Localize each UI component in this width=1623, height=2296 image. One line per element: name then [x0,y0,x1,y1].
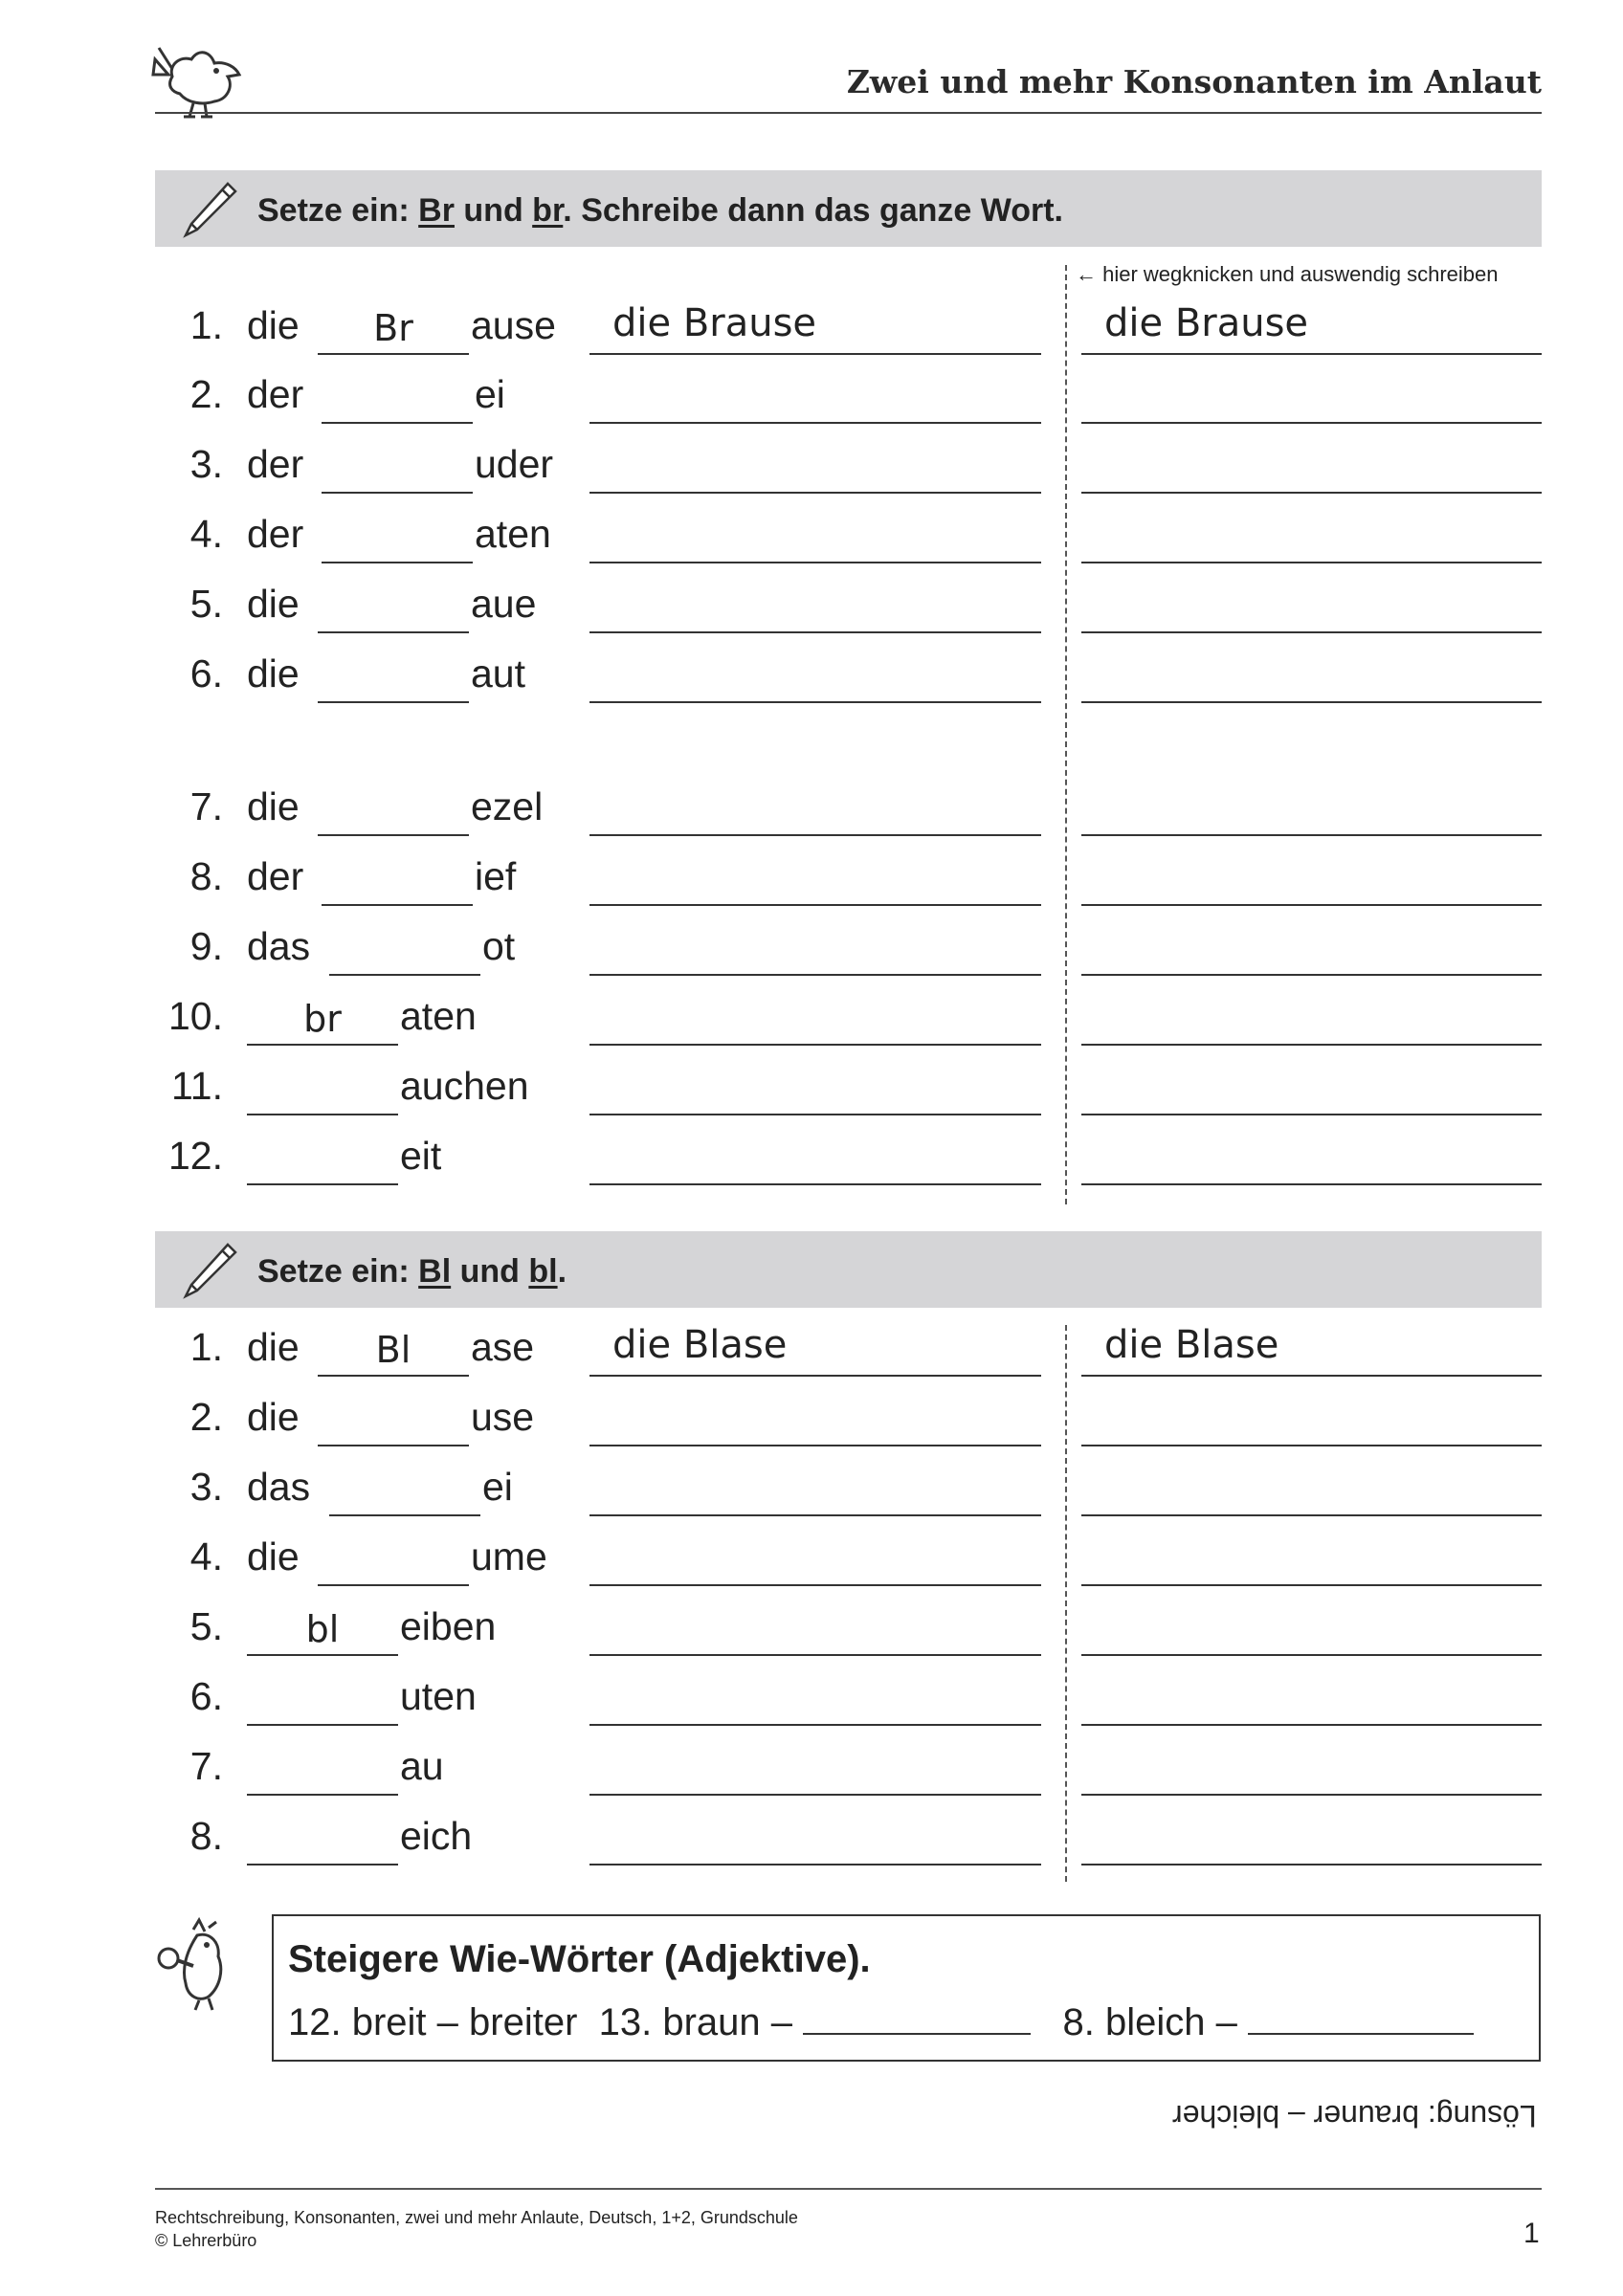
article: die [247,784,300,828]
write-word-line[interactable] [589,1674,1041,1726]
word-ending: eiben [400,1604,497,1648]
exercise-row [0,1064,1623,1121]
word-ending: ei [475,372,505,416]
article: der [247,372,304,416]
row-number: 1. [189,303,223,347]
bonus-title: Steigere Wie-Wörter (Adjektive). [288,1938,871,1980]
footer-description: Rechtschreibung, Konsonanten, zwei und mehr Anlaute, Deutsch, 1+2, Grundschule [155,2208,798,2227]
word-ending: au [400,1744,444,1788]
word-ending: uder [475,442,554,486]
fill-in-blank[interactable] [247,994,398,1046]
exercise-row [0,924,1623,982]
article: die [247,303,300,347]
row-number: 9. [189,924,223,968]
memory-write-line[interactable] [1081,1674,1542,1726]
solution-text: Lösung: brauner – bleicher [1172,2099,1537,2133]
write-word-line[interactable] [589,1064,1041,1115]
word-ending: aut [471,651,525,695]
write-word-line[interactable] [589,1325,1041,1377]
write-word-line[interactable] [589,994,1041,1046]
exercise-row [0,1325,1623,1382]
row-number: 3. [189,442,223,486]
row-number: 8. [189,854,223,898]
exercise-row [0,1674,1623,1732]
fill-in-blank[interactable] [318,1395,469,1446]
memory-write-line[interactable] [1081,854,1542,906]
word-ending: ei [482,1465,513,1509]
exercise-row [0,1465,1623,1522]
row-number: 4. [189,512,223,556]
exercise-row [0,994,1623,1051]
written-word: die Brause [612,301,817,345]
exercise-row [0,303,1623,361]
row-number: 5. [189,582,223,626]
fill-in-blank[interactable] [247,1814,398,1866]
instruction-bar-2 [155,1231,1542,1308]
write-word-line[interactable] [589,1465,1041,1516]
article: die [247,1325,300,1369]
row-number: 10. [168,994,223,1038]
memory-write-line[interactable] [1081,1395,1542,1446]
write-word-line[interactable] [589,924,1041,976]
fill-in-blank[interactable] [322,442,473,494]
header-divider [155,112,1542,114]
memory-write-line[interactable] [1081,1814,1542,1866]
article: die [247,582,300,626]
fill-in-blank[interactable] [318,582,469,633]
row-number: 2. [189,372,223,416]
word-ending: use [471,1395,535,1439]
write-word-line[interactable] [589,372,1041,424]
article: das [247,1465,311,1509]
write-word-line[interactable] [589,1604,1041,1656]
footer-copyright: © Lehrerbüro [155,2231,257,2250]
row-number: 7. [189,784,223,828]
memory-write-line[interactable] [1081,372,1542,424]
fill-in-blank[interactable] [247,1604,398,1656]
memory-write-line[interactable] [1081,442,1542,494]
exercise-row [0,582,1623,639]
memory-write-line[interactable] [1081,1744,1542,1796]
fill-in-blank[interactable] [247,1674,398,1726]
exercise-row [0,1604,1623,1662]
memory-write-line[interactable] [1081,1325,1542,1377]
fill-in-blank[interactable] [322,512,473,563]
written-word: die Blase [612,1323,788,1367]
memory-write-line[interactable] [1081,512,1542,563]
write-word-line[interactable] [589,1744,1041,1796]
exercise-row [0,512,1623,569]
bonus-item-3: 8. bleich – [1062,2001,1237,2043]
article: der [247,854,304,898]
bird-with-magnifier-icon [151,1916,247,2012]
fill-in-blank[interactable] [247,1064,398,1115]
fill-in-blank[interactable] [329,1465,480,1516]
written-word: die Brause [1104,301,1309,345]
memory-write-line[interactable] [1081,1534,1542,1586]
fill-in-blank[interactable] [318,651,469,703]
word-ending: eit [400,1134,442,1178]
article: die [247,1395,300,1439]
word-ending: auchen [400,1064,529,1108]
memory-write-line[interactable] [1081,1064,1542,1115]
row-number: 1. [189,1325,223,1369]
word-ending: uten [400,1674,477,1718]
row-number: 6. [189,1674,223,1718]
row-number: 12. [168,1134,223,1178]
write-word-line[interactable] [589,854,1041,906]
write-word-line[interactable] [589,303,1041,355]
write-word-line[interactable] [589,1395,1041,1446]
memory-write-line[interactable] [1081,784,1542,836]
memory-write-line[interactable] [1081,924,1542,976]
instruction-bar-1 [155,170,1542,247]
article: das [247,924,311,968]
exercise-row [0,1814,1623,1871]
memory-write-line[interactable] [1081,994,1542,1046]
memory-write-line[interactable] [1081,651,1542,703]
fill-in-blank[interactable] [318,303,469,355]
write-word-line[interactable] [589,1534,1041,1586]
fill-in-blank[interactable] [247,1134,398,1185]
instruction-text-2: Setze ein: Bl und bl. [257,1253,567,1290]
word-ending: aten [475,512,551,556]
exercise-row [0,651,1623,709]
page-title: Zwei und mehr Konsonanten im Anlaut [846,63,1542,100]
row-number: 4. [189,1534,223,1578]
article: die [247,651,300,695]
row-number: 6. [189,651,223,695]
article: der [247,442,304,486]
word-ending: ot [482,924,516,968]
fill-in-blank[interactable] [318,1325,469,1377]
word-ending: aue [471,582,537,626]
row-number: 7. [189,1744,223,1788]
write-word-line[interactable] [589,1134,1041,1185]
fold-note: ← hier wegknicken und auswendig schreiben [1076,262,1499,286]
memory-write-line[interactable] [1081,1465,1542,1516]
footer-divider [155,2188,1542,2190]
write-word-line[interactable] [589,1814,1041,1866]
fill-in-blank[interactable] [318,1534,469,1586]
instruction-text-1: Setze ein: Br und br. Schreibe dann das ganze Wort. [257,192,1063,229]
row-number: 2. [189,1395,223,1439]
write-word-line[interactable] [589,784,1041,836]
fill-in-blank[interactable] [329,924,480,976]
word-ending: ume [471,1534,547,1578]
bonus-items [288,1995,1474,2044]
filled-letters: bl [305,1608,340,1650]
row-number: 11. [171,1064,223,1108]
filled-letters: Bl [375,1329,411,1371]
bird-logo-icon [151,38,247,119]
word-ending: ause [471,303,556,347]
word-ending: ief [475,854,517,898]
word-ending: eich [400,1814,473,1858]
exercise-row [0,1534,1623,1592]
article: die [247,1534,300,1578]
exercise-row [0,1134,1623,1191]
memory-write-line[interactable] [1081,582,1542,633]
write-word-line[interactable] [589,512,1041,563]
row-number: 8. [189,1814,223,1858]
write-word-line[interactable] [589,582,1041,633]
fill-in-blank[interactable] [322,372,473,424]
pencil-icon [182,180,237,239]
pencil-icon [182,1241,237,1300]
exercise-row [0,1744,1623,1801]
exercise-row [0,784,1623,842]
exercise-row [0,854,1623,912]
bonus-blank-1[interactable] [803,1995,1031,2035]
bonus-item-2: 13. braun – [598,2001,793,2043]
word-ending: ezel [471,784,544,828]
article: der [247,512,304,556]
exercise-row [0,442,1623,499]
word-ending: aten [400,994,477,1038]
exercise-row [0,1395,1623,1452]
memory-write-line[interactable] [1081,1604,1542,1656]
row-number: 5. [189,1604,223,1648]
exercise-row [0,372,1623,430]
write-word-line[interactable] [589,651,1041,703]
memory-write-line[interactable] [1081,1134,1542,1185]
written-word: die Blase [1104,1323,1279,1367]
bonus-blank-2[interactable] [1248,1995,1474,2035]
fill-in-blank[interactable] [322,854,473,906]
word-ending: ase [471,1325,535,1369]
page-number: 1 [1523,2218,1540,2249]
fill-in-blank[interactable] [247,1744,398,1796]
write-word-line[interactable] [589,442,1041,494]
filled-letters: br [303,998,342,1040]
fill-in-blank[interactable] [318,784,469,836]
memory-write-line[interactable] [1081,303,1542,355]
bonus-item-1: 12. breit – breiter [288,2001,578,2043]
filled-letters: Br [373,307,413,349]
row-number: 3. [189,1465,223,1509]
